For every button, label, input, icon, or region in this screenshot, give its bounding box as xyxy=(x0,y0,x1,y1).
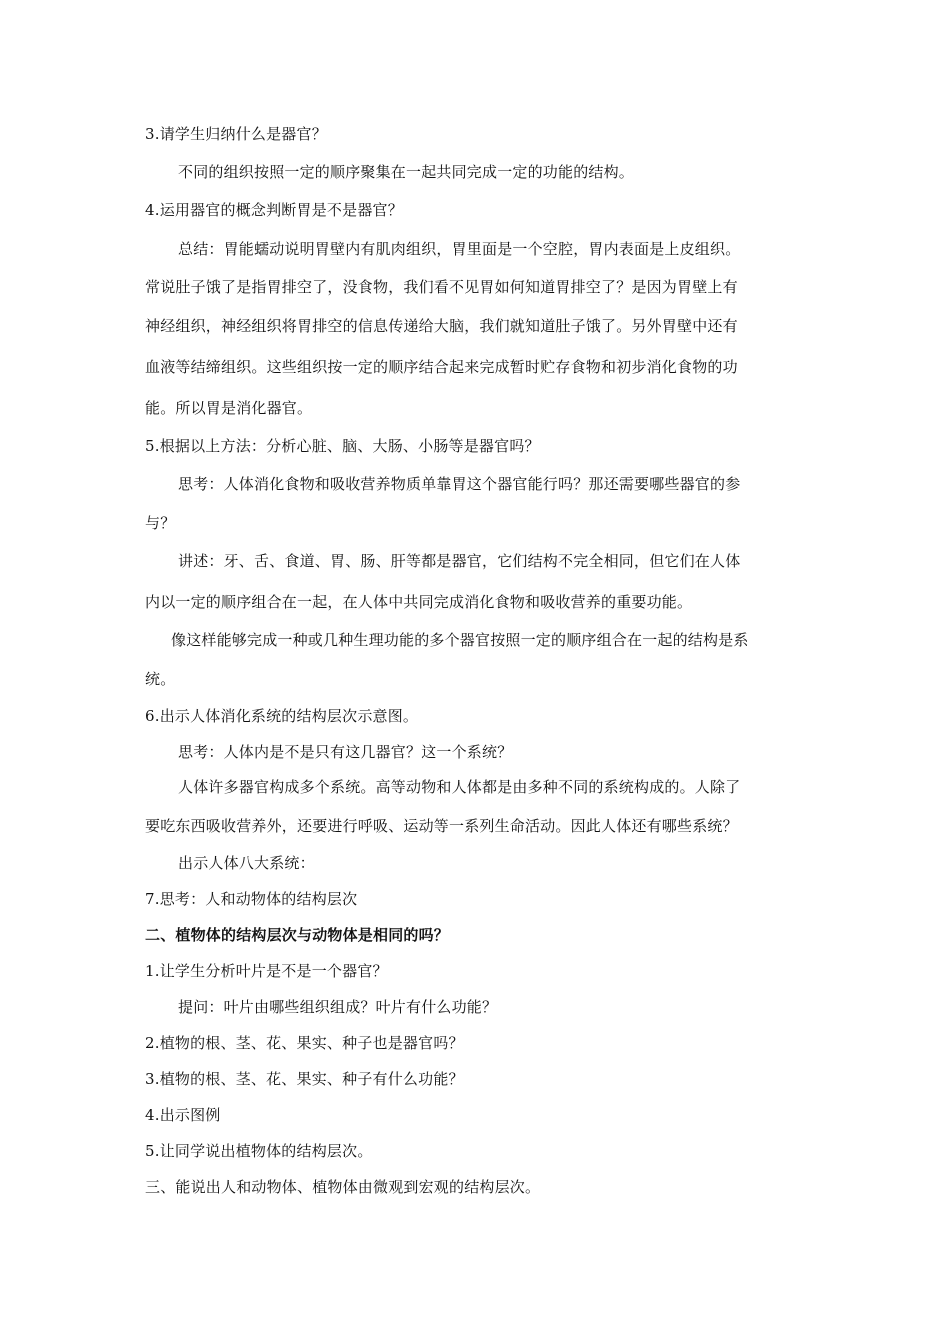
systems-line-2: 要吃东西吸收营养外，还要进行呼吸、运动等一系列生命活动。因此人体还有哪些系统？ xyxy=(145,817,738,835)
plant-item-5: 5.让同学说出植物体的结构层次。 xyxy=(145,1142,373,1160)
section-3-heading: 三、能说出人和动物体、植物体由微观到宏观的结构层次。 xyxy=(145,1178,541,1196)
item-7: 7.思考：人和动物体的结构层次 xyxy=(145,890,358,908)
narration-line-1: 讲述：牙、舌、食道、胃、肠、肝等都是器官，它们结构不完全相同，但它们在人体 xyxy=(178,552,741,570)
question-5: 5.根据以上方法：分析心脏、脑、大肠、小肠等是器官吗？ xyxy=(145,437,540,455)
eight-systems: 出示人体八大系统： xyxy=(178,854,315,872)
summary-line-4: 血液等结缔组织。这些组织按一定的顺序结合起来完成暂时贮存食物和初步消化食物的功 xyxy=(145,358,738,376)
systems-line-1: 人体许多器官构成多个系统。高等动物和人体都是由多种不同的系统构成的。人除了 xyxy=(178,778,741,796)
summary-line-3: 神经组织，神经组织将胃排空的信息传递给大脑，我们就知道肚子饿了。另外胃壁中还有 xyxy=(145,317,738,335)
summary-line-5: 能。所以胃是消化器官。 xyxy=(145,399,313,417)
organ-definition: 不同的组织按照一定的顺序聚集在一起共同完成一定的功能的结构。 xyxy=(178,163,635,181)
plant-item-4: 4.出示图例 xyxy=(145,1106,221,1124)
system-definition-line-1: 像这样能够完成一种或几种生理功能的多个器官按照一定的顺序组合在一起的结构是系 xyxy=(171,631,749,649)
item-6: 6.出示人体消化系统的结构层次示意图。 xyxy=(145,707,419,725)
think-line-2: 与？ xyxy=(145,514,176,532)
think-systems: 思考：人体内是不是只有这几器官？这一个系统？ xyxy=(178,743,513,761)
think-line-1: 思考：人体消化食物和吸收营养物质单靠胃这个器官能行吗？那还需要哪些器官的参 xyxy=(178,475,741,493)
summary-line-1: 总结：胃能蠕动说明胃壁内有肌肉组织，胃里面是一个空腔，胃内表面是上皮组织。 xyxy=(178,240,741,258)
summary-line-2: 常说肚子饿了是指胃排空了，没食物，我们看不见胃如何知道胃排空了？是因为胃壁上有 xyxy=(145,278,738,296)
narration-line-2: 内以一定的顺序组合在一起，在人体中共同完成消化食物和吸收营养的重要功能。 xyxy=(145,593,693,611)
question-3: 3.请学生归纳什么是器官？ xyxy=(145,125,327,143)
system-definition-line-2: 统。 xyxy=(145,670,176,688)
plant-question: 提问：叶片由哪些组织组成？叶片有什么功能？ xyxy=(178,998,498,1016)
section-2-heading: 二、植物体的结构层次与动物体是相同的吗？ xyxy=(145,926,450,944)
plant-item-3: 3.植物的根、茎、花、果实、种子有什么功能？ xyxy=(145,1070,464,1088)
question-4: 4.运用器官的概念判断胃是不是器官？ xyxy=(145,201,403,219)
plant-item-1: 1.让学生分析叶片是不是一个器官？ xyxy=(145,962,388,980)
plant-item-2: 2.植物的根、茎、花、果实、种子也是器官吗？ xyxy=(145,1034,464,1052)
